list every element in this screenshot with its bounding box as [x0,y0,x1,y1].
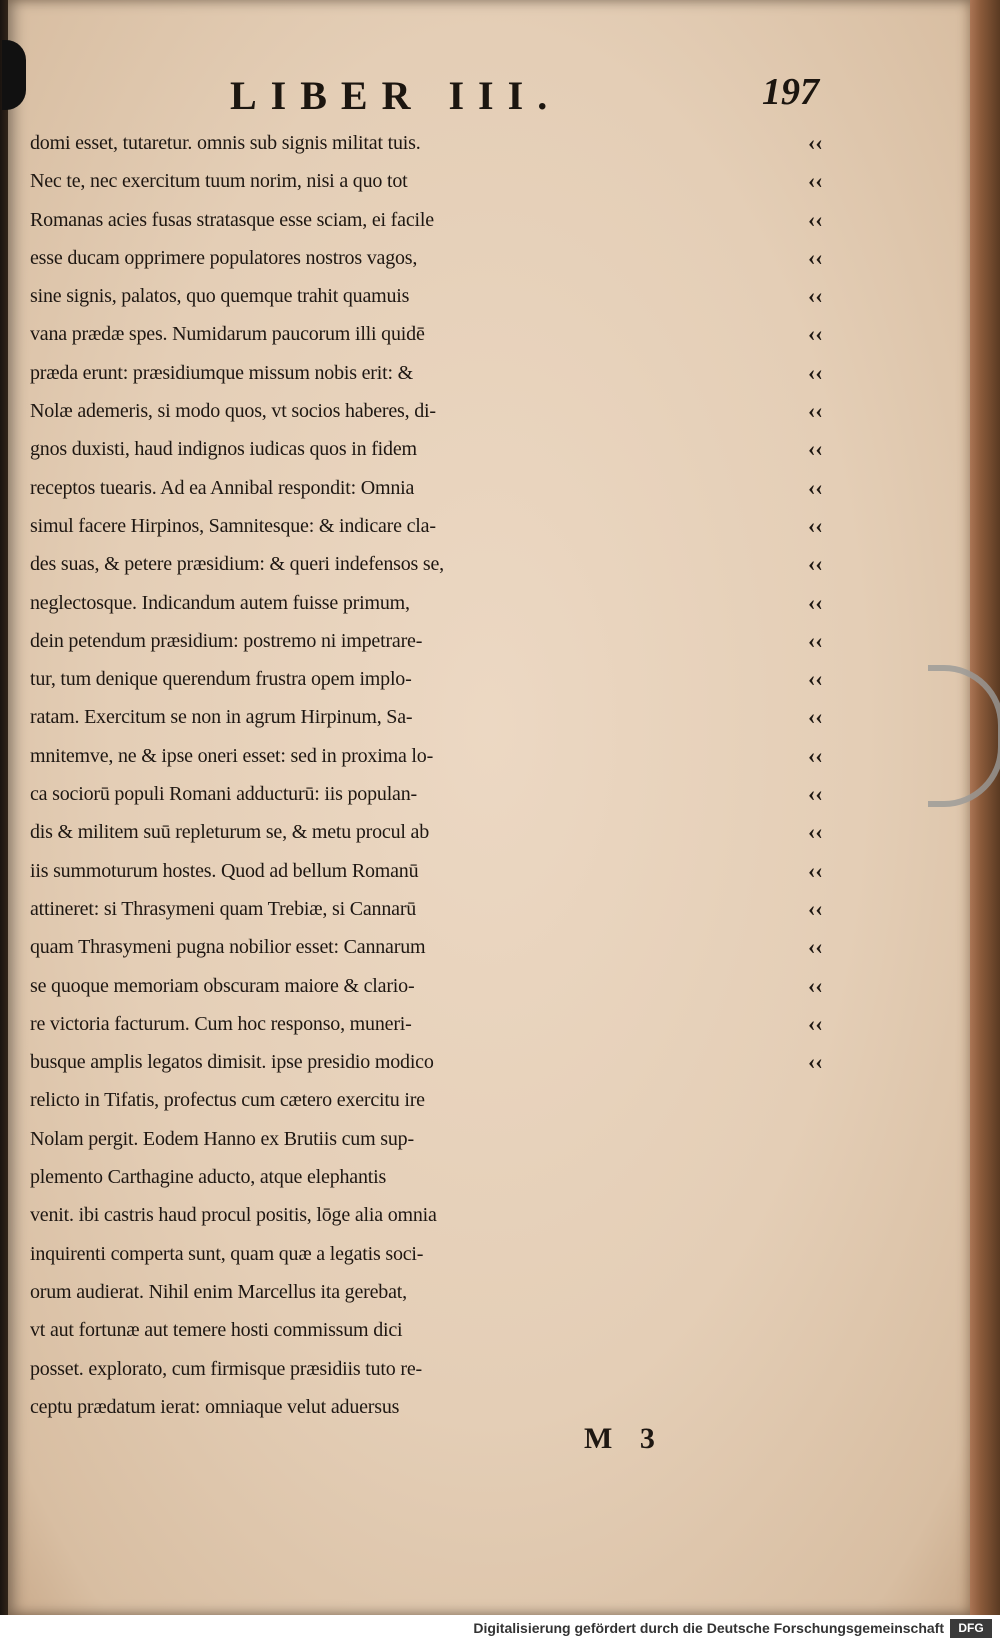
text-line: quam Thrasymeni pugna nobilior esset: Cannarum [30,936,426,959]
quote-mark: ‹‹ [808,398,823,424]
text-line: dis & militem suū repleturum se, & metu procul ab [30,821,430,844]
text-line: orum audierat. Nihil enim Marcellus ita gerebat, [30,1280,407,1303]
text-line: relicto in Tifatis, profectus cum cætero exercitu ire [30,1089,425,1112]
running-head: LIBER III. [230,73,562,118]
quote-mark: ‹‹ [808,704,823,730]
quote-mark: ‹‹ [808,359,823,385]
quote-mark: ‹‹ [808,1010,823,1036]
quote-mark: ‹‹ [808,436,823,462]
text-line: ratam. Exercitum se non in agrum Hirpinum, Sa- [30,706,413,729]
text-line: attineret: si Thrasymeni quam Trebiæ, si Cannarū [30,897,417,920]
text-line: ca sociorū populi Romani adducturū: iis populan- [30,783,417,806]
quote-mark: ‹‹ [808,168,823,194]
text-line: ceptu prædatum ierat: omniaque velut aduersus [30,1395,400,1418]
text-line: iis summoturum hostes. Quod ad bellum Romanū [30,859,419,882]
body-text [30,124,830,1426]
signature-mark: M 3 [584,1422,665,1455]
quote-mark: ‹‹ [808,244,823,270]
text-line: venit. ibi castris haud procul positis, lōge alia omnia [30,1204,437,1227]
text-line: mnitemve, ne & ipse oneri esset: sed in proxima lo- [30,744,434,767]
quote-mark: ‹‹ [808,130,823,155]
quote-mark: ‹‹ [808,857,823,883]
quote-mark: ‹‹ [808,627,823,653]
quote-mark: ‹‹ [808,321,823,347]
text-line: sine signis, palatos, quo quemque trahit quamuis [30,285,410,308]
dfg-logo: DFG [950,1619,992,1638]
quote-mark: ‹‹ [808,934,823,960]
quote-mark: ‹‹ [808,781,823,807]
text-line: Nolam pergit. Eodem Hanno ex Brutiis cum sup- [30,1127,414,1150]
text-line: vana prædæ spes. Numidarum paucorum illi quidē [30,323,425,346]
text-line: inquirenti comperta sunt, quam quæ a legatis soci- [30,1242,424,1265]
text-line: Romanas acies fusas stratasque esse sciam, ei facile [30,208,434,231]
text-line: Nec te, nec exercitum tuum norim, nisi a quo tot [30,170,408,193]
quote-mark: ‹‹ [808,206,823,232]
text-line: præda erunt: præsidiumque missum nobis erit: & [30,361,413,384]
text-line: domi esset, tutaretur. omnis sub signis militat tuis. [30,132,421,154]
quote-mark: ‹‹ [808,1049,823,1075]
footer-bar [0,1615,1000,1643]
quote-mark: ‹‹ [808,551,823,577]
footer-credit: Digitalisierung gefördert durch die Deutsche Forschungsgemeinschaft [473,1620,944,1636]
quote-mark: ‹‹ [808,666,823,692]
quote-mark: ‹‹ [808,742,823,768]
book-fore-edge-right [968,0,1000,1615]
text-line: plemento Carthagine aducto, atque elephantis [30,1166,387,1189]
quote-mark: ‹‹ [808,512,823,538]
text-line: neglectosque. Indicandum autem fuisse primum, [30,591,410,614]
text-line: se quoque memoriam obscuram maiore & clario- [30,974,415,997]
text-line: posset. explorato, cum firmisque præsidiis tuto re- [30,1357,422,1380]
text-line: dein petendum præsidium: postremo ni impetrare- [30,629,423,652]
text-line: receptos tuearis. Ad ea Annibal respondit: Omnia [30,476,415,499]
page-number: 197 [762,71,819,113]
text-line: tur, tum denique querendum frustra opem implo- [30,668,412,691]
quote-mark: ‹‹ [808,972,823,998]
quote-mark: ‹‹ [808,474,823,500]
quote-mark: ‹‹ [808,589,823,615]
text-line: re victoria facturum. Cum hoc responso, muneri- [30,1012,412,1035]
text-line: des suas, & petere præsidium: & queri indefensos se, [30,553,444,576]
text-line: esse ducam opprimere populatores nostros vagos, [30,246,418,269]
quote-mark: ‹‹ [808,895,823,921]
text-line: busque amplis legatos dimisit. ipse presidio modico [30,1051,434,1074]
text-line: simul facere Hirpinos, Samnitesque: & indicare cla- [30,514,436,537]
text-line: vt aut fortunæ aut temere hosti commissum dici [30,1319,403,1342]
binding-ring [2,40,26,110]
text-line: gnos duxisti, haud indignos iudicas quos in fidem [30,438,417,461]
quote-mark: ‹‹ [808,283,823,309]
text-line: Nolæ ademeris, si modo quos, vt socios haberes, di- [30,400,436,423]
marginal-quote-marks [808,124,844,1081]
quote-mark: ‹‹ [808,819,823,845]
book-clasp [928,665,1000,807]
